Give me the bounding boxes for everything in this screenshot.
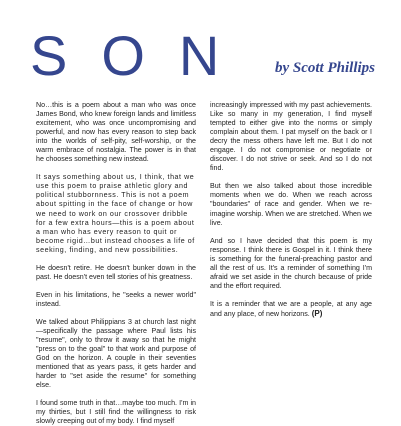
paragraph-split-second-part: increasingly impressed with my past achievements. Like so many in my generation, I find myself tempted to either give into the norms or simply complain about them. I pat myself on the back or I decry the mess others have left me. But I do not engage. I do not compromise or negotiate or discover. I do not strive or seek. And so I do not find. [210, 101, 372, 173]
paragraph: It says something about us, I think, that we use this poem to praise athletic glory and political stubbornness. This is not a poem about spitting in the face of change or how we need to work on our crossover dribble for a few extra hours—this is a poem about a man who has every reason to quit or become rigid…but instead chooses a life of seeking, finding, and new possibilities. [36, 173, 195, 254]
paragraph-split-continued [210, 101, 372, 173]
right-column [210, 101, 372, 319]
paragraph: But then we also talked about those incredible moments when we do. When we reach across "boundaries" of race and gender. When we re-imagine worship. When we are stretched. When we live. [210, 182, 372, 227]
paragraph: He doesn't retire. He doesn't bunker down in the past. He doesn't even tell stories of his greatness. [36, 263, 196, 281]
closing-paragraph [210, 300, 372, 319]
paragraph: We talked about Philippians 3 at church last night—specifically the passage where Paul lists his "resume", only to throw it away so that he might "press on to the goal" to that work and purpose of God on the horizon. A couple in their seventies mentioned that as years pass, it gets harder and harder to "set aside the resume" for something else. [36, 317, 196, 390]
paragraph: No…this is a poem about a man who was once James Bond, who knew foreign lands and limitless excitement, who was once uncompromising and powerful, and now has every reason to step back into the worlds of self-pity, self-worship, or the warm embrace of nostalgia. The power is in that he chooses something new instead. [36, 101, 196, 164]
closing-text: It is a reminder that we are a people, at any age and any place, of new horizons. [210, 299, 372, 318]
article-byline: by Scott Phillips [274, 60, 375, 76]
left-column [36, 101, 196, 426]
paragraph: And so I have decided that this poem is my response. I think there is Gospel in it. I think there is something for the funeral-preaching pastor and all the rest of us. It's a reminder of something I'm afraid we set aside in the church because of pride and the effort required. [210, 236, 372, 290]
paragraph: Even in his limitations, he "seeks a newer world" instead. [36, 290, 196, 308]
article-title: SON [30, 24, 254, 87]
paragraph-split-first-part: I found some truth in that…maybe too much. I'm in my thirties, but I still find the willingness to risk slowly creeping out of my body. I find myself [36, 399, 196, 426]
paragraph-split [36, 399, 196, 426]
end-mark: (P) [311, 308, 323, 318]
